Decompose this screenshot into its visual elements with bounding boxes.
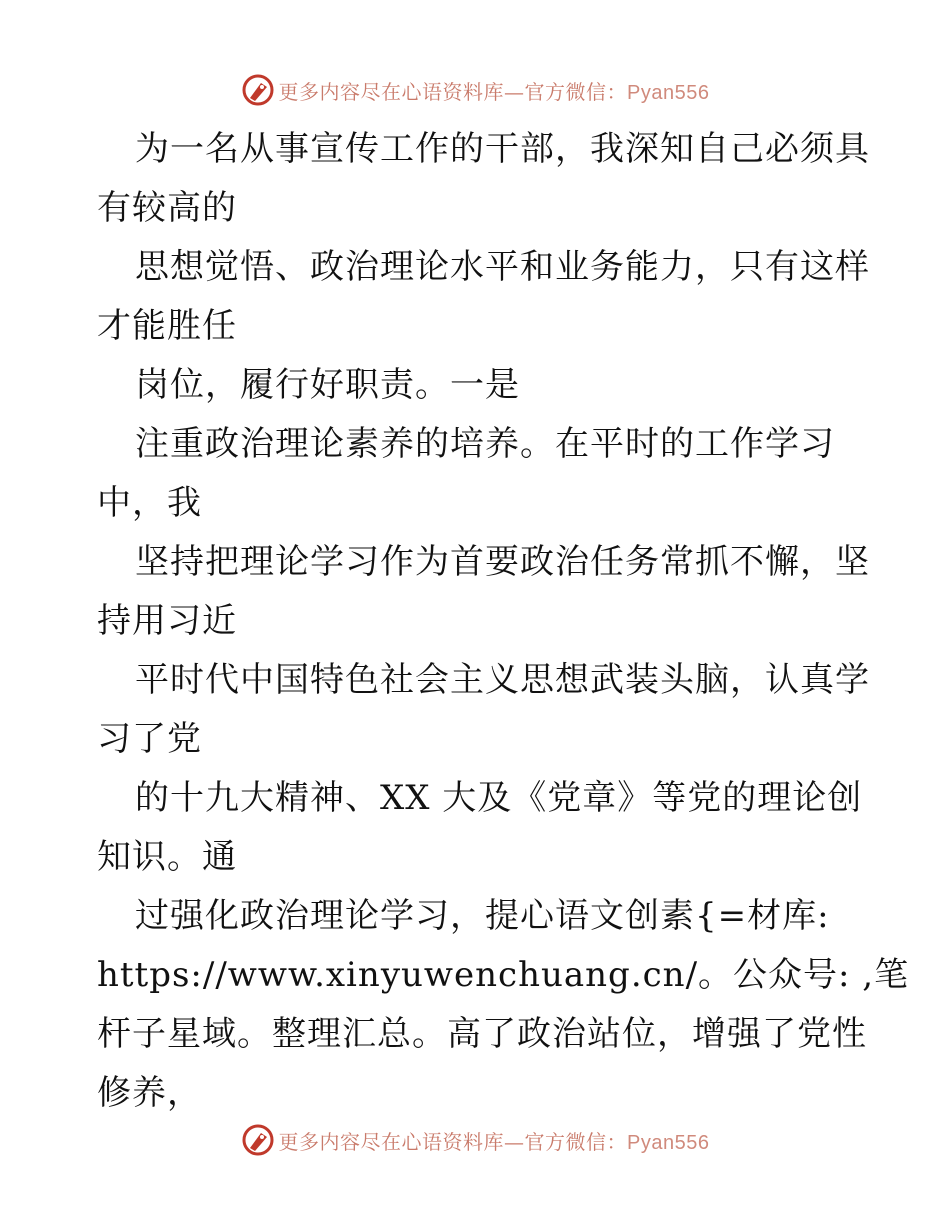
- banner-label: 更多内容尽在心语资料库—官方微信：: [278, 1129, 628, 1154]
- banner-wechat-id: Pyan556: [627, 1131, 710, 1154]
- banner-wechat-id: Pyan556: [627, 81, 710, 104]
- text-line: 的十九大精神、XX 大及《党章》等党的理论创: [135, 778, 863, 818]
- text-line: 有较高的: [97, 188, 237, 228]
- text-line: 坚持把理论学习作为首要政治任务常抓不懈，坚: [135, 542, 870, 582]
- banner-text: [279, 1126, 710, 1155]
- footer-banner: [0, 1120, 950, 1160]
- text-line: 才能胜任: [97, 306, 237, 346]
- text-line: 修养，: [97, 1073, 202, 1113]
- text-line: 思想觉悟、政治理论水平和业务能力，只有这样: [135, 247, 870, 287]
- text-line: 持用习近: [97, 601, 237, 641]
- banner-text: [279, 76, 710, 105]
- text-line: 中，我: [97, 483, 202, 523]
- text-line: 为一名从事宣传工作的干部，我深知自己必须具: [135, 129, 870, 169]
- text-line: 杆子星域。整理汇总。高了政治站位，增强了党性: [97, 1014, 867, 1054]
- header-banner: [0, 70, 950, 110]
- text-line: 习了党: [97, 719, 202, 759]
- text-line: https://www.xinyuwenchuang.cn/。公众号: ,笔: [97, 955, 910, 995]
- pen-nib-logo-icon: [241, 73, 275, 107]
- text-line: 注重政治理论素养的培养。在平时的工作学习: [135, 424, 835, 464]
- text-line: 平时代中国特色社会主义思想武装头脑，认真学: [135, 660, 870, 700]
- banner-label: 更多内容尽在心语资料库—官方微信：: [278, 79, 628, 104]
- text-line: 知识。通: [97, 837, 237, 877]
- text-line: 过强化政治理论学习，提心语文创素{=材库:: [135, 896, 830, 936]
- document-body: [97, 120, 910, 1123]
- pen-nib-logo-icon: [241, 1123, 275, 1157]
- text-line: 岗位，履行好职责。一是: [135, 365, 520, 405]
